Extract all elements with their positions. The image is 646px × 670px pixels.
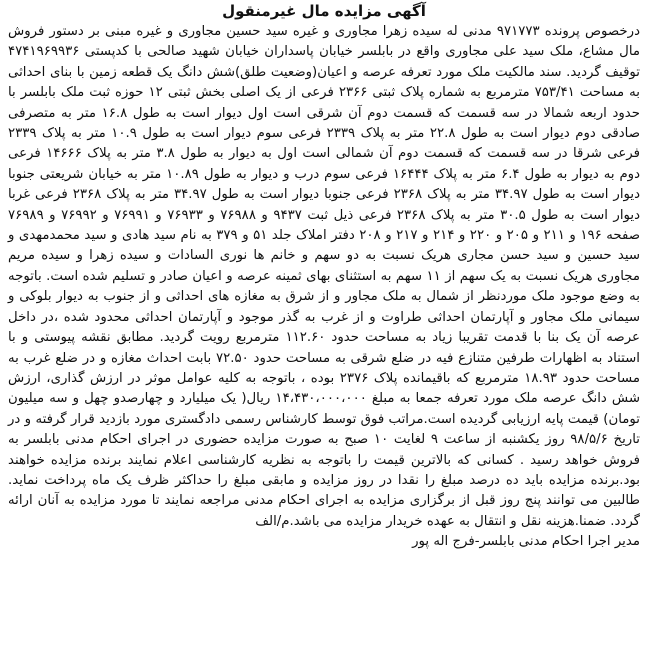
- notice-body: درخصوص پرونده ۹۷۱۷۷۳ مدنی له سیده زهرا مجاوری و غیره سید حسین مجاوری و غیره مبنی بر دستور فروش مال مشاع، ملک سید علی مجاوری واقع در بابلسر خیابان پاسداران خیابان شهید صالحی با کدپستی ۴۷۴۱۹۶۹۹۳۶ توقیف گردید. سند مالکیت ملک مورد تعرفه عرصه و اعیان(وضعیت طلق)شش دانگ یک قطعه زمین با بنای احداثی به مساحت ۷۵۳/۴۱ مترمربع به شماره پلاک ثبتی ۲۳۶۶ فرعی از یک اصلی بخش ثبتی ۱۲ حوزه ثبت ملک بابلسر با حدود اربعه شمالا در سه قسمت که قسمت دوم آن شرقی است اول دیوار است به طول ۱۶.۸ متر به متصرفی صادقی دوم دیوار است به طول ۲۲.۸ متر به پلاک ۲۳۳۹ فرعی سوم دیوار است به طول ۱۰.۹ متر به پلاک ۲۳۳۹ فرعی شرقا در سه قسمت که قسمت دوم آن شمالی است اول به دیوار به طول ۳.۸ متر به پلاک ۱۴۶۶۶ فرعی دوم به دیوار به طول ۶.۴ متر به پلاک ۱۶۴۴۴ فرعی سوم درب و دیوار به طول ۱۰.۸۹ متر به خیابان شریعتی جنوبا دیوار است به طول ۳۴.۹۷ متر به پلاک ۲۳۶۸ فرعی جنوبا دیوار است به طول ۳۴.۹۷ متر به پلاک ۲۳۶۸ فرعی غربا دیوار است به طول ۳۰.۵ متر به پلاک ۲۳۶۸ فرعی ذیل ثبت ۹۴۳۷ و ۷۶۹۸۸ و ۷۶۹۳۳ و ۷۶۹۹۱ و ۷۶۹۹۲ و ۷۶۹۸۹ صفحه ۱۹۶ و ۲۱۱ و ۲۰۵ و ۲۲۰ و ۲۱۴ و ۲۱۷ و ۲۰۸ دفتر املاک جلد ۵۱ و ۳۷۹ به نام سید هادی و سید محمدمهدی و سید حسین و سید حسن مجاری هریک نسبت به دو سهم و خانم ها نوری السادات و سیده زهرا و سیده مریم مجاوری هریک نسبت به یک سهم از ۱۱ سهم به استثنای بهای ثمینه عرصه و اعیان صادر و تسلیم شده است. باتوجه به وضع موجود ملک موردنظر از شمال به ملک مجاور و از شرق به مغازه های احداثی و از جنوب به دیوار بلوکی و سیمانی ملک مجاور و آپارتمان احداثی طراوت و از غرب به گذر موجود و آپارتمان احداثی محدود شده ،در داخل عرصه آن یک بنا با قدمت تقریبا زیاد به مساحت حدود ۱۱۲.۶۰ مترمربع رویت گردید. مطابق نقشه پیوستی و با استناد به اظهارات طرفین متنازع فیه در ضلع شرقی به مساحت حدود ۷۲.۵۰ بابت احداث مغازه و در ضلع غرب به مساحت حدود ۱۸.۹۳ مترمربع که باقیمانده پلاک ۲۳۷۶ بوده ، باتوجه به کلیه عوامل موثر در ارزش گذاری، ارزش شش دانگ عرصه ملک مورد تعرفه جمعا به مبلغ ۱۴،۴۳۰،۰۰۰،۰۰۰ ریال( یک میلیارد و چهارصدو چهل و سه میلیون تومان) قیمت پایه ارزیابی گردیده است.مراتب فوق توسط کارشناس رسمی دادگستری مورد بازدید قرار گرفته و در تاریخ ۹۸/۵/۶ روز یکشنبه از ساعت ۹ لغایت ۱۰ صبح به صورت مزایده حضوری در اجرای احکام مدنی بابلسر به فروش خواهد رسید . کسانی که بالاترین قیمت را باتوجه به نظریه کارشناسی اعلام نمایند برنده مزایده خواهند بود.برنده مزایده باید ده درصد مبلغ را نقدا در روز مزایده و مابقی مبلغ را حداکثر ظرف یک ماه پرداخت نماید. طالبین می توانند پنج روز قبل از برگزاری مزایده به اجرای احکام مدنی مراجعه نمایند تا مورد مزایده به آنان ارائه گردد. ضمنا.هزینه نقل و انتقال به عهده خریدار مزایده می باشد.م/الف: [8, 24, 641, 529]
- notice-signature: مدیر اجرا احکام مدنی بابلسر-فرج اله پور: [412, 534, 640, 550]
- notice-title: آگهی مزایده مال غیرمنقول: [222, 2, 426, 20]
